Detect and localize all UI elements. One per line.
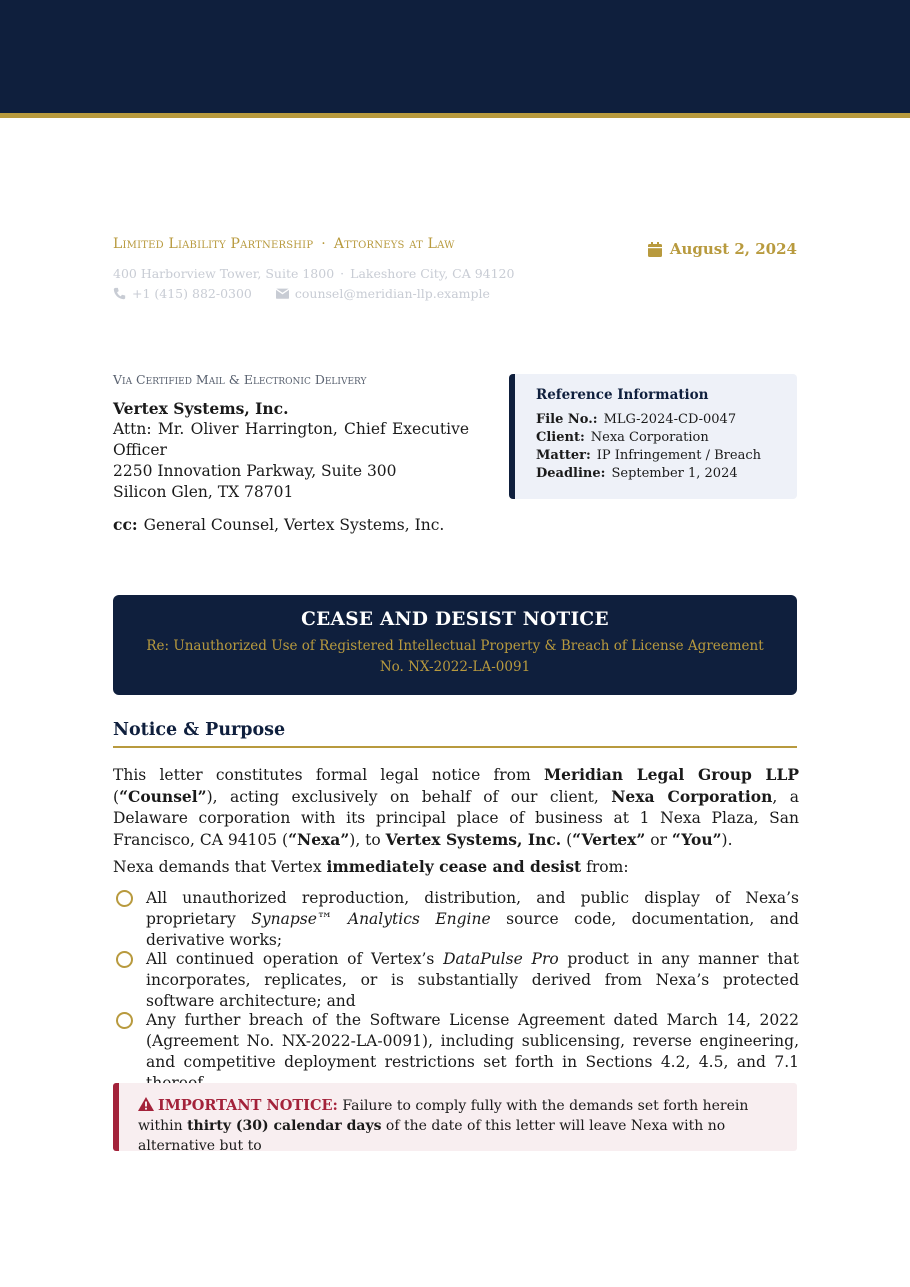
product-name: DataPulse Pro — [443, 950, 559, 968]
reference-value: MLG-2024-CD-0047 — [603, 412, 737, 427]
firm-contact — [113, 286, 490, 301]
demands-intro: Nexa demands that Vertex immediately cease and desist from: — [113, 857, 629, 876]
reference-row-file — [536, 411, 797, 429]
recipient-name: Vertex Systems, Inc. — [385, 830, 562, 849]
envelope-icon — [276, 287, 289, 300]
counsel-name: Meridian Legal Group LLP — [543, 765, 800, 784]
reference-row-client — [536, 429, 797, 447]
reference-value: September 1, 2024 — [611, 466, 738, 481]
cc-value: General Counsel, Vertex Systems, Inc. — [143, 516, 445, 534]
reference-label: Client: — [536, 430, 585, 445]
intro-paragraph: This letter constitutes formal legal notice from Meridian Legal Group LLP (“Counsel”), acting exclusively on behalf of our client, Nexa Corporation, a Delaware corporation with its principal place of business at 1 Nexa Plaza, San Francisco, CA 94105 (“Nexa”), to Vertex Systems, Inc. (“Vertex” or “You”). — [113, 765, 800, 849]
section-rule — [113, 746, 797, 748]
firm-separator: · — [321, 236, 326, 252]
phone-number[interactable]: +1 (415) 882-0300 — [132, 286, 252, 301]
notice-subtitle: Re: Unauthorized Use of Registered Intellectual Property & Breach of License Agreement No. NX-2022-LA-0091 — [146, 638, 764, 675]
firm-descriptor — [113, 236, 455, 252]
letter-date — [648, 240, 797, 258]
reference-title: Reference Information — [536, 387, 709, 403]
firm-practice: Attorneys at Law — [333, 236, 455, 252]
important-notice-box: IMPORTANT NOTICE: Failure to comply fully with the demands set forth herein within thirty (30) calendar days of the date of this letter will leave Nexa with no alternative but to — [113, 1083, 797, 1151]
recipient-attn: Attn: Mr. Oliver Harrington, Chief Executive Officer — [113, 420, 469, 459]
cc-line — [113, 515, 444, 534]
delivery-method: Via Certified Mail & Electronic Delivery — [113, 372, 367, 387]
recipient-city: Silicon Glen, TX 78701 — [113, 483, 294, 501]
recipient-street: 2250 Innovation Parkway, Suite 300 — [113, 462, 397, 480]
firm-address — [113, 266, 514, 281]
reference-value: Nexa Corporation — [590, 430, 709, 445]
recipient-block — [113, 398, 469, 503]
calendar-icon — [648, 242, 662, 257]
alert-heading: IMPORTANT NOTICE: — [158, 1097, 338, 1114]
bullet-circle-icon — [116, 1010, 146, 1094]
reference-row-matter — [536, 447, 797, 465]
phone-icon — [113, 287, 126, 300]
address-separator: · — [340, 266, 345, 281]
bullet-circle-icon — [116, 949, 146, 1012]
reference-label: File No.: — [536, 412, 598, 427]
email-address[interactable]: counsel@meridian-llp.example — [294, 286, 490, 301]
demand-item: All continued operation of Vertex’s DataPulse Pro product in any manner that incorporates, replicates, or is substantially derived from Nexa’s protected software architecture; and — [116, 949, 799, 1012]
recipient-company: Vertex Systems, Inc. — [113, 399, 289, 418]
date-text: August 2, 2024 — [669, 240, 797, 258]
reference-row-deadline — [536, 465, 797, 483]
reference-label: Matter: — [536, 448, 591, 463]
reference-info-box — [509, 374, 797, 499]
notice-banner — [113, 595, 797, 695]
product-name: Synapse™ Analytics Engine — [251, 910, 491, 928]
demand-item: All unauthorized reproduction, distribution, and public display of Nexa’s proprietary Synapse™ Analytics Engine source code, documentation, and derivative works; — [116, 888, 799, 951]
address-line-1: 400 Harborview Tower, Suite 1800 — [113, 266, 335, 281]
header-gold-rule — [0, 113, 910, 118]
reference-value: IP Infringement / Breach — [596, 448, 761, 463]
deadline-emphasis: thirty (30) calendar days — [187, 1118, 382, 1134]
address-line-2: Lakeshore City, CA 94120 — [350, 266, 515, 281]
client-name: Nexa Corporation — [611, 787, 773, 806]
header-band — [0, 0, 910, 113]
notice-title: CEASE AND DESIST NOTICE — [301, 609, 609, 630]
bullet-circle-icon — [116, 888, 146, 951]
firm-type: Limited Liability Partnership — [113, 236, 314, 252]
demand-item: Any further breach of the Software License Agreement dated March 14, 2022 (Agreement No. NX-2022-LA-0091), including sublicensing, reverse engineering, and competitive deployment restrictions set forth in Sections 4.2, 4.5, and 7.1 — [116, 1010, 799, 1094]
reference-label: Deadline: — [536, 466, 606, 481]
section-heading: Notice & Purpose — [113, 720, 286, 740]
warning-icon — [138, 1097, 154, 1111]
cc-label: cc: — [113, 515, 138, 534]
